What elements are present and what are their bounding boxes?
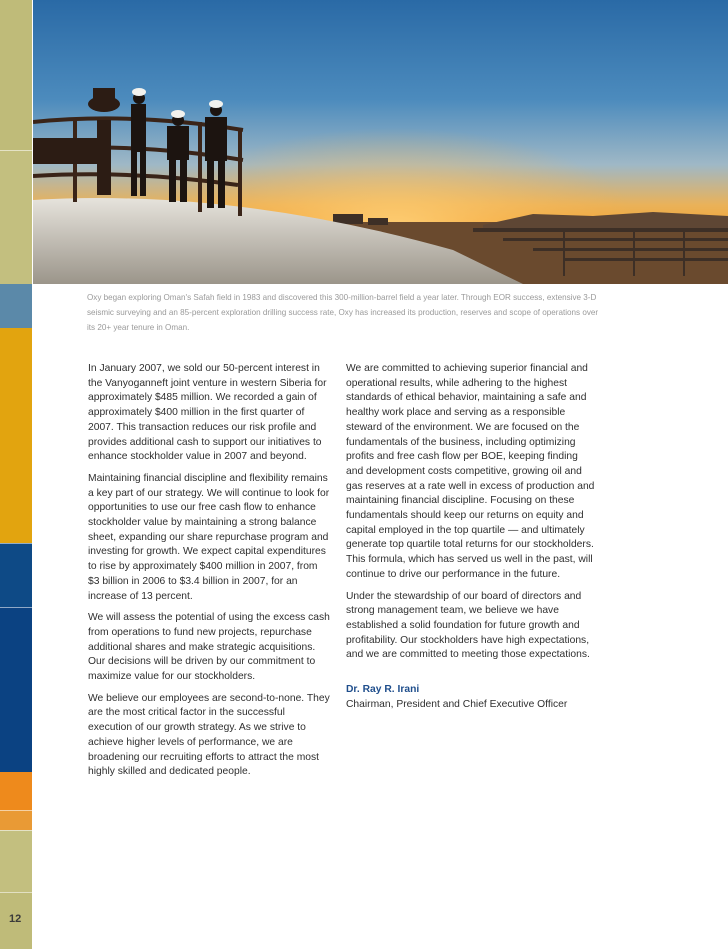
bar-segment-gold	[0, 328, 32, 543]
bar-segment-navy-dark	[0, 607, 32, 772]
signature-title: Chairman, President and Chief Executive Officer	[346, 698, 568, 710]
bar-segment-khaki-top	[0, 0, 32, 150]
page-number: 12	[9, 913, 22, 925]
bar-segment-orange-light	[0, 810, 32, 830]
bar-segment-khaki-lower	[0, 830, 32, 892]
left-column	[88, 362, 330, 787]
bar-segment-khaki	[0, 150, 32, 284]
paragraph: Under the stewardship of our board of directors and strong management team, we believe we have established a solid foundation for future growth and profitability. Our stockholders have high expectations, and we are committed to meeting those expectations.	[346, 590, 590, 661]
right-column	[346, 362, 596, 712]
paragraph: In January 2007, we sold our 50-percent interest in the Vanyoganneft joint venture in western Siberia for approximately $485 million. We recorded a gain of approximately $400 million in the first quarter of 2007. This transaction reduces our risk profile and provides additional cash to support our initiatives to enhance stockholder value in 2007 and beyond.	[88, 363, 327, 463]
sunset-scene	[33, 0, 728, 284]
side-color-bar	[0, 0, 32, 949]
bar-segment-steel-blue	[0, 284, 32, 328]
bar-segment-orange	[0, 772, 32, 810]
paragraph: We will assess the potential of using the excess cash from operations to fund new projects, repurchase additional shares and make strategic acquisitions. Our decisions will be driven by our commitment to maximize value for our stockholders.	[88, 612, 330, 683]
paragraph: We believe our employees are second-to-none. They are the most critical factor in the successful execution of our growth strategy. As we strive to achieve higher levels of performance, we are broadening our recruiting efforts to attract the most highly skilled and dedicated people.	[88, 692, 330, 778]
signature-name: Dr. Ray R. Irani	[346, 684, 420, 696]
photo-caption: Oxy began exploring Oman's Safah field in 1983 and discovered this 300-million-barrel field a year later. Through EOR success, extensive 3-D seismic surveying and an 85-percent exploration drilling success rate, Oxy has increased its production, reserves and scope of operations over its 20+ year tenure in Oman.	[87, 293, 599, 332]
paragraph: Maintaining financial discipline and flexibility remains a key part of our strategy. We will continue to look for opportunities to use our free cash flow to enhance stockholder value by maintaining a strong balance sheet, expanding our share repurchase program and investing for growth. We expect capital expenditures to rise by approximately $400 million in 2007, from $3 billion in 2006 to $3.4 billion in 2007, for an increase of 13 percent.	[88, 472, 330, 602]
hero-photo-oil-field-sunset	[33, 0, 728, 284]
bar-segment-navy	[0, 543, 32, 607]
paragraph: We are committed to achieving superior financial and operational results, while adhering to the highest standards of ethical behavior, maintaining a safe and healthy work place and serving as a responsible steward of the environment. We are focused on the fundamentals of the business, including optimizing profits and free cash flow per BOE, keeping finding and development costs competitive, growing oil and gas reserves at a rate well in excess of production and maintaining financial discipline. Focusing on these fundamentals should keep our returns on equity and capital employed in the top quartile — and ultimately generate top quartile total returns for our stockholders. This formula, which has served us well in the past, will continue to drive our performance in the future.	[346, 363, 595, 580]
